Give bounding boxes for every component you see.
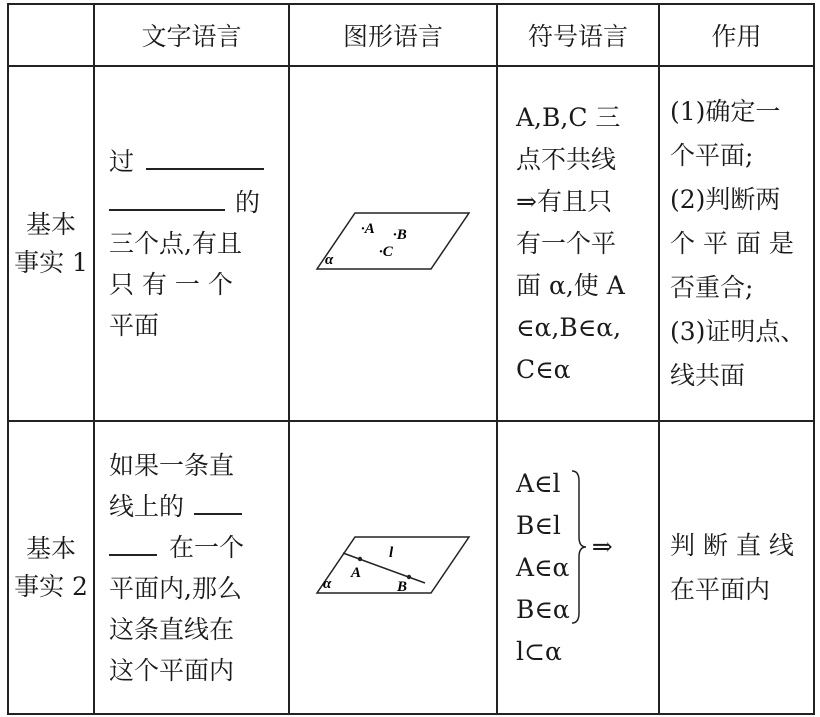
row2-text-line: 在一个	[169, 532, 245, 562]
row1-name-line: 基本	[25, 209, 76, 239]
row2-text-line: 这个平面内	[109, 655, 235, 685]
header-empty	[8, 4, 94, 66]
row1-symbol-line: ⇒有且只	[516, 186, 612, 216]
point-a-label: ·A	[361, 220, 375, 237]
brace-group	[516, 463, 648, 631]
row1-symbol-line: 有一个平	[516, 228, 617, 258]
point-a-dot	[358, 556, 362, 560]
row1-symbol-line: A,B,C 三	[516, 102, 621, 132]
row2-text	[94, 421, 289, 714]
row1-text-line: 的	[235, 188, 261, 217]
row2-symbol-line: A∈α	[516, 552, 570, 582]
row2-text-line: 如果一条直	[109, 450, 235, 480]
row2-symbol-line: B∈α	[516, 594, 570, 624]
row1-text-line: 平面	[109, 311, 160, 340]
row1-symbol-line: 点不共线	[516, 144, 617, 174]
row2-name-line: 基本	[25, 533, 76, 563]
row1-symbol-line: ∈α,B∈α,	[516, 312, 622, 342]
row1-use-line: (3)证明点、	[670, 316, 806, 346]
row2-symbol-line: A∈l	[516, 468, 561, 498]
fill-blank	[109, 185, 225, 211]
header-use: 作用	[659, 4, 814, 66]
implies-arrow: ⇒	[591, 531, 613, 561]
row1-name-line: 事实 1	[14, 247, 88, 277]
row2-use	[659, 421, 814, 714]
brace-conditions	[516, 463, 570, 631]
row-fact-1	[8, 66, 814, 421]
row1-use-line: 个平面;	[670, 140, 754, 170]
row1-text-line: 三个点,有且	[109, 229, 242, 258]
header-symbol-language: 符号语言	[497, 4, 659, 66]
line-l-label: l	[389, 544, 394, 561]
point-a-label: A	[351, 564, 362, 581]
row2-name-line: 事实 2	[14, 571, 88, 601]
header-row	[8, 4, 814, 66]
row1-symbol-line: 面 α,使 A	[516, 270, 625, 300]
plane-three-points-figure	[313, 211, 473, 273]
row1-use-line: 否重合;	[670, 272, 754, 302]
facts-table	[7, 3, 815, 715]
point-b-dot	[407, 574, 411, 578]
row1-text	[94, 66, 289, 421]
row1-use	[659, 66, 814, 421]
row2-use-line: 在平面内	[670, 574, 771, 604]
row1-symbols	[497, 66, 659, 421]
fill-blank	[146, 144, 264, 170]
row2-symbol-result: l⊂α	[516, 636, 562, 666]
point-b-label: ·B	[393, 226, 407, 243]
row1-use-line: (1)确定一	[670, 96, 781, 126]
right-brace-icon	[570, 467, 588, 627]
row-fact-2	[8, 421, 814, 714]
row2-text-line: 平面内,那么	[109, 573, 242, 603]
fill-blank	[194, 489, 242, 515]
row1-symbol-line: C∈α	[516, 354, 571, 384]
row2-text-line: 这条直线在	[109, 614, 235, 644]
row1-use-line: (2)判断两	[670, 184, 781, 214]
point-c-label: ·C	[379, 243, 393, 260]
row2-symbol-line: B∈l	[516, 510, 561, 540]
row1-use-line: 线共面	[670, 360, 746, 390]
plane-alpha-label: α	[325, 251, 334, 268]
row1-text-line: 只 有 一 个	[109, 270, 233, 299]
row1-text-line: 过	[109, 147, 135, 176]
header-figure-language: 图形语言	[289, 4, 497, 66]
row1-figure	[289, 66, 497, 421]
row2-text-line: 线上的	[109, 491, 185, 521]
row2-name	[8, 421, 94, 714]
plane-alpha-label: α	[323, 575, 332, 592]
row2-use-line: 判 断 直 线	[670, 530, 794, 560]
row1-use-line: 个 平 面 是	[670, 228, 794, 258]
row1-name	[8, 66, 94, 421]
row2-symbols	[497, 421, 659, 714]
row2-figure	[289, 421, 497, 714]
header-text-language: 文字语言	[94, 4, 289, 66]
plane-line-figure	[313, 535, 473, 597]
point-b-label: B	[397, 578, 408, 595]
fill-blank	[109, 530, 157, 556]
